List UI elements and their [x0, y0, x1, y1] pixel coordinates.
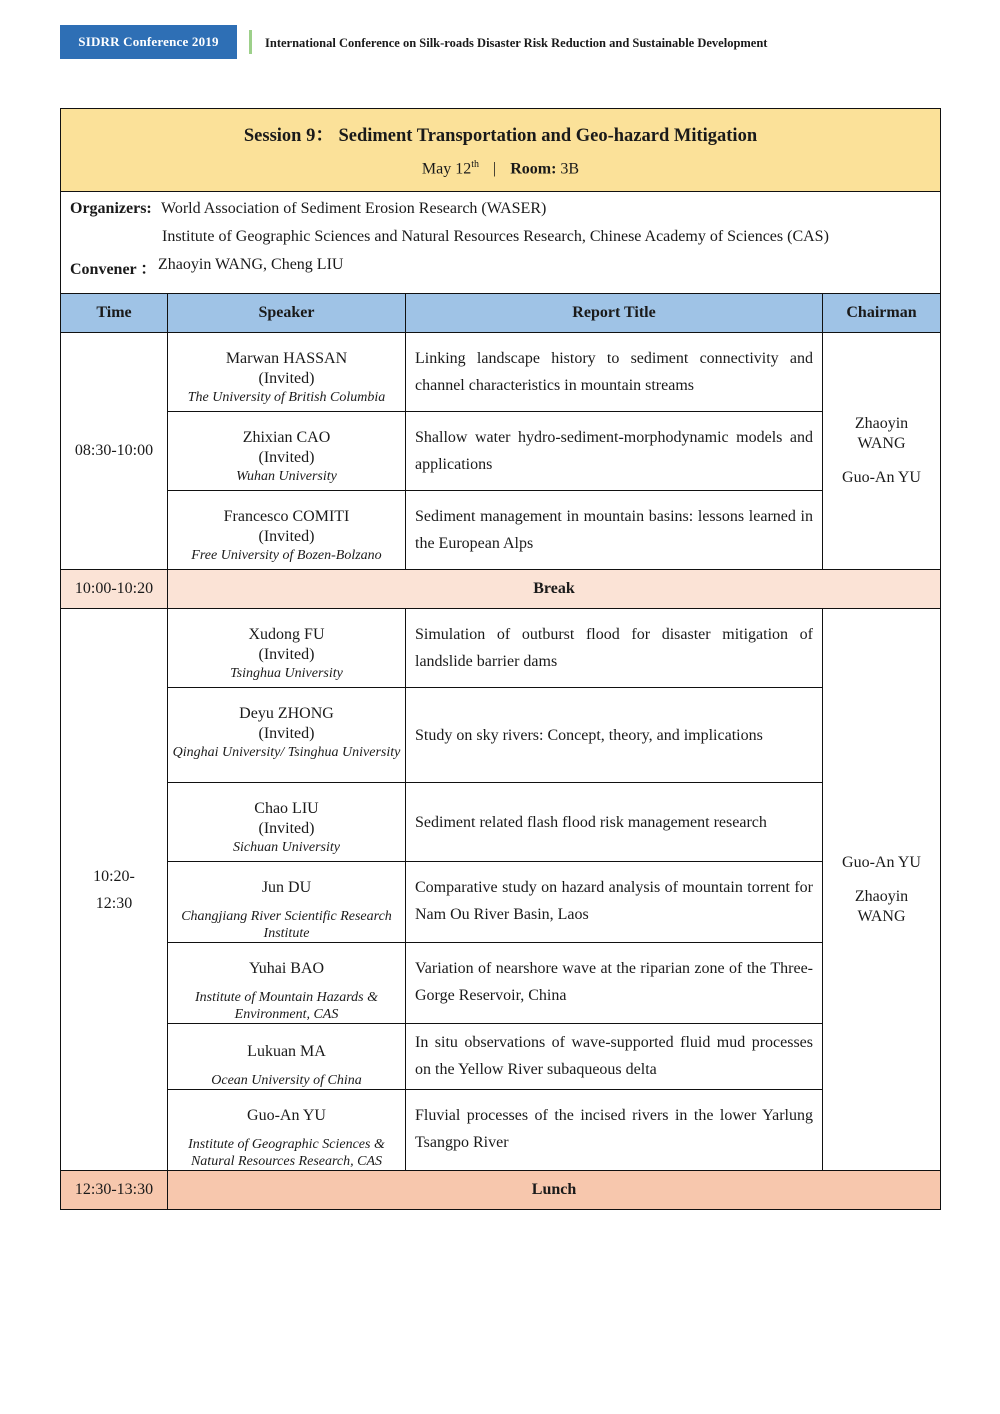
table-row — [61, 688, 941, 783]
chairman-name: Guo-An YU — [842, 469, 921, 486]
report-title: Comparative study on hazard analysis of mountain torrent for Nam Ou River Basin, Laos — [406, 862, 823, 943]
speaker-name: Lukuan MA — [247, 1043, 326, 1060]
conference-badge: SIDRR Conference 2019 — [60, 25, 237, 59]
chairman-name: WANG — [857, 907, 906, 925]
invited-tag: (Invited) — [258, 370, 315, 387]
col-header-chairman: Chairman — [823, 294, 941, 333]
speaker-name: Chao LIU — [254, 800, 319, 817]
session-header — [61, 109, 941, 192]
report-title: Study on sky rivers: Concept, theory, and implications — [406, 688, 823, 783]
conference-title: International Conference on Silk-roads Disaster Risk Reduction and Sustainable Development — [265, 36, 768, 50]
organizers-line-1 — [61, 200, 940, 228]
report-title: Fluvial processes of the incised rivers in the lower Yarlung Tsangpo River — [406, 1090, 823, 1171]
col-header-time: Time — [61, 294, 168, 333]
table-row — [61, 1024, 941, 1090]
speaker-cell — [168, 333, 406, 412]
time-start: 10:20- — [93, 867, 135, 885]
speaker-affiliation: The University of British Columbia — [187, 390, 386, 405]
speaker-name: Yuhai BAO — [248, 960, 325, 977]
lunch-row — [61, 1171, 941, 1210]
table-row — [61, 609, 941, 688]
speaker-affiliation: Sichuan University — [233, 840, 340, 855]
organizers-row — [61, 192, 941, 294]
speaker-affiliation: Institute of Geographic Sciences & Natural Resources Research, CAS — [188, 1137, 385, 1169]
speaker-cell — [168, 1090, 406, 1171]
header-divider — [249, 30, 252, 54]
report-title: Shallow water hydro-sediment-morphodynamic models and applications — [406, 412, 823, 491]
table-row — [61, 333, 941, 412]
chairman-name: Zhaoyin — [854, 415, 909, 432]
speaker-cell — [168, 412, 406, 491]
organizers-block — [61, 192, 941, 294]
speaker-affiliation: Institute of Mountain Hazards & Environment, CAS — [194, 990, 379, 1022]
speaker-cell — [168, 783, 406, 862]
organizer-1: World Association of Sediment Erosion Research (WASER) — [161, 200, 547, 217]
session-date: May 12 — [421, 160, 472, 178]
session-header-row — [61, 109, 941, 192]
speaker-cell — [168, 688, 406, 783]
speaker-name: Jun DU — [261, 879, 312, 896]
table-row — [61, 943, 941, 1024]
speaker-affiliation: Ocean University of China — [211, 1073, 362, 1088]
convener-value: Zhaoyin WANG, Cheng LIU — [158, 256, 344, 273]
col-header-report-title: Report Title — [406, 294, 823, 333]
speaker-affiliation: Free University of Bozen-Bolzano — [191, 548, 382, 563]
time-slot — [61, 609, 168, 1171]
speaker-name: Deyu ZHONG — [239, 705, 334, 722]
invited-tag: (Invited) — [258, 725, 315, 742]
organizer-2: Institute of Geographic Sciences and Natural Resources Research, Chinese Academy of Sciences (CAS) — [162, 228, 829, 245]
speaker-cell — [168, 943, 406, 1024]
time-end: 12:30 — [95, 894, 133, 912]
speaker-cell — [168, 609, 406, 688]
table-row — [61, 1090, 941, 1171]
speaker-name: Guo-An YU — [247, 1107, 326, 1124]
time-slot: 08:30-10:00 — [61, 333, 168, 570]
table-row — [61, 783, 941, 862]
chairman-name: Zhaoyin — [854, 887, 909, 905]
report-title: Linking landscape history to sediment connectivity and channel characteristics in mountain streams — [406, 333, 823, 412]
speaker-cell — [168, 862, 406, 943]
room-value: 3B — [560, 160, 580, 178]
speaker-cell — [168, 1024, 406, 1090]
chairman-cell — [823, 333, 941, 570]
invited-tag: (Invited) — [258, 449, 315, 466]
speaker-affiliation: Changjiang River Scientific Research Institute — [181, 909, 392, 941]
room-label: Room: — [510, 160, 557, 178]
table-row — [61, 491, 941, 570]
invited-tag: (Invited) — [258, 646, 315, 663]
date-room-separator: | — [493, 160, 497, 178]
lunch-label: Lunch — [168, 1171, 941, 1210]
convener-label: Convener ： — [70, 261, 157, 278]
speaker-affiliation: Wuhan University — [236, 469, 337, 484]
report-title: Simulation of outburst flood for disaster mitigation of landslide barrier dams — [406, 609, 823, 688]
speaker-name: Francesco COMITI — [223, 508, 350, 525]
speaker-name: Marwan HASSAN — [225, 350, 348, 367]
speaker-cell — [168, 491, 406, 570]
speaker-affiliation: Qinghai University/ Tsinghua University — [172, 745, 401, 760]
invited-tag: (Invited) — [258, 820, 315, 837]
session-title: Session 9： Sediment Transportation and Geo-hazard Mitigation — [243, 126, 758, 146]
report-title: Variation of nearshore wave at the riparian zone of the Three-Gorge Reservoir, China — [406, 943, 823, 1024]
chairman-name: Guo-An YU — [842, 853, 921, 871]
speaker-affiliation: Tsinghua University — [230, 666, 343, 681]
organizers-line-2 — [61, 228, 940, 256]
speaker-name: Zhixian CAO — [242, 429, 331, 446]
col-header-speaker: Speaker — [168, 294, 406, 333]
table-row — [61, 862, 941, 943]
session-date-room — [61, 159, 940, 178]
report-title: Sediment management in mountain basins: lessons learned in the European Alps — [406, 491, 823, 570]
organizers-label: Organizers: — [70, 200, 152, 217]
session-date-suffix: th — [471, 159, 479, 170]
chairman-name: WANG — [857, 435, 906, 452]
session-schedule-table — [60, 108, 941, 1210]
break-time: 10:00-10:20 — [61, 570, 168, 609]
convener-line — [61, 256, 940, 284]
break-label: Break — [168, 570, 941, 609]
report-title: Sediment related flash flood risk management research — [406, 783, 823, 862]
lunch-time: 12:30-13:30 — [61, 1171, 168, 1210]
column-header-row — [61, 294, 941, 333]
report-title: In situ observations of wave-supported fluid mud processes on the Yellow River subaqueous delta — [406, 1024, 823, 1090]
table-row — [61, 412, 941, 491]
invited-tag: (Invited) — [258, 528, 315, 545]
break-row — [61, 570, 941, 609]
speaker-name: Xudong FU — [248, 626, 325, 643]
chairman-cell — [823, 609, 941, 1171]
